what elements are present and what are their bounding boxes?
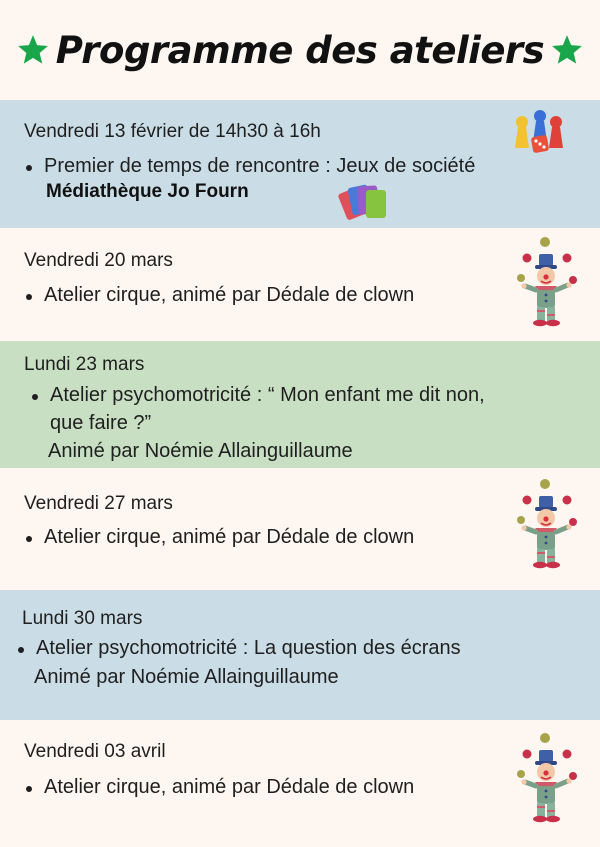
event-date: Vendredi 20 mars [24, 250, 173, 271]
event-date: Vendredi 13 février de 14h30 à 16h [24, 121, 321, 142]
page-title: Programme des ateliers [55, 28, 545, 72]
event-description: Atelier cirque, animé par Dédale de clown [44, 526, 415, 548]
board-game-pieces-icon [510, 108, 568, 156]
event-block [0, 228, 600, 341]
event-location: Médiathèque Jo Fourn [46, 181, 249, 202]
playing-cards-icon [336, 180, 392, 224]
event-description: Atelier psychomotricité : La question des écrans [36, 637, 461, 659]
juggling-clown-illustration [515, 732, 579, 826]
event-description: Atelier psychomotricité : “ Mon enfant me dit non, [50, 384, 485, 406]
juggling-clown-illustration [515, 236, 579, 330]
event-description: Atelier cirque, animé par Dédale de clown [44, 284, 415, 306]
event-presenter: Animé par Noémie Allainguillaume [48, 440, 353, 462]
event-block [0, 590, 600, 720]
event-description: Premier de temps de rencontre : Jeux de société [44, 155, 476, 177]
event-block [0, 720, 600, 847]
event-presenter: Animé par Noémie Allainguillaume [34, 666, 339, 688]
event-date: Lundi 23 mars [24, 354, 145, 375]
event-description-continued: que faire ?” [50, 412, 152, 434]
star-icon [550, 33, 584, 67]
event-description: Atelier cirque, animé par Dédale de clown [44, 776, 415, 798]
event-block [0, 100, 600, 228]
event-block [0, 468, 600, 590]
event-date: Vendredi 27 mars [24, 493, 173, 514]
event-block [0, 341, 600, 468]
header [0, 0, 600, 100]
juggling-clown-illustration [515, 478, 579, 572]
event-date: Vendredi 03 avril [24, 741, 166, 762]
star-icon [16, 33, 50, 67]
event-date: Lundi 30 mars [22, 608, 143, 629]
